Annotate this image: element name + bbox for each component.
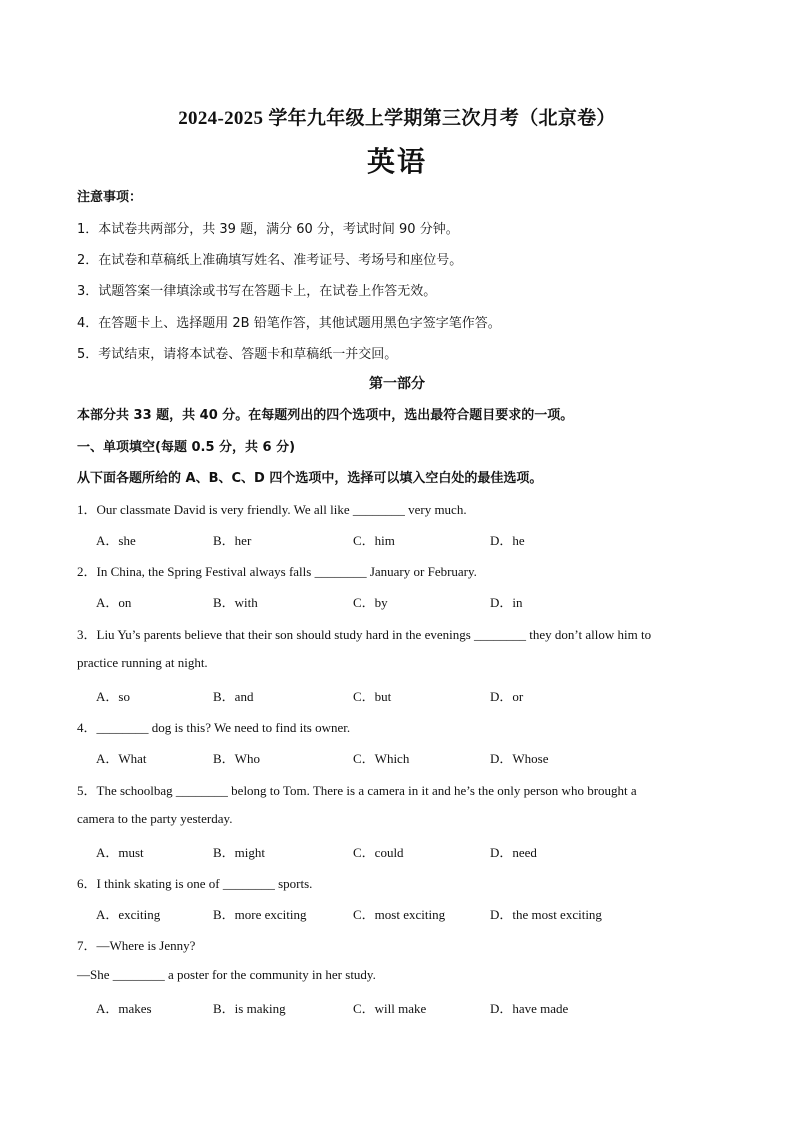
question-stem: 2．In China, the Spring Festival always falls ________ January or February. [77,564,477,579]
option-b[interactable]: B．more exciting [213,907,307,922]
option-b[interactable]: B．might [213,845,266,860]
option-c[interactable]: C．could [353,845,404,860]
option-a[interactable]: A．on [96,595,132,610]
question-stem-continued: camera to the party yesterday. [77,811,233,826]
option-c[interactable]: C．but [353,689,392,704]
option-a[interactable]: A．must [96,845,144,860]
notice-item: 2．在试卷和草稿纸上准确填写姓名、准考证号、考场号和座位号。 [77,253,463,268]
option-d[interactable]: D．have made [490,1001,569,1016]
section-instruction: 从下面各题所给的 A、B、C、D 四个选项中，选择可以填入空白处的最佳选项。 [77,471,543,486]
notice-item: 4．在答题卡上、选择题用 2B 铅笔作答，其他试题用黑色字签字笔作答。 [77,316,501,331]
option-d[interactable]: D．the most exciting [490,907,602,922]
section-title: 一、单项填空(每题 0.5 分，共 6 分) [77,440,296,455]
option-b[interactable]: B．is making [213,1001,286,1016]
option-d[interactable]: D．he [490,533,525,548]
option-a[interactable]: A．What [96,751,147,766]
part-intro: 本部分共 33 题，共 40 分。在每题列出的四个选项中，选出最符合题目要求的一项。 [77,408,574,423]
option-b[interactable]: B．with [213,595,258,610]
question-stem: 6．I think skating is one of ________ sports. [77,876,313,891]
option-d[interactable]: D．in [490,595,523,610]
option-c[interactable]: C．will make [353,1001,427,1016]
option-a[interactable]: A．makes [96,1001,152,1016]
notice-item: 1．本试卷共两部分，共 39 题，满分 60 分，考试时间 90 分钟。 [77,222,459,237]
option-c[interactable]: C．most exciting [353,907,446,922]
option-a[interactable]: A．exciting [96,907,161,922]
option-b[interactable]: B．and [213,689,254,704]
question-stem: 7．—Where is Jenny? [77,938,196,953]
notice-heading: 注意事项： [77,189,143,204]
question-stem: 3．Liu Yu’s parents believe that their son should study hard in the evenings ________ they don’t allow him to [77,627,652,642]
option-c[interactable]: C．by [353,595,388,610]
question-stem: 1．Our classmate David is very friendly. We all like ________ very much. [77,502,467,517]
question-stem: 5．The schoolbag ________ belong to Tom. There is a camera in it and he’s the only person who brought a [77,783,637,798]
part-title: 第一部分 [369,377,425,392]
option-c[interactable]: C．him [353,533,395,548]
option-c[interactable]: C．Which [353,751,410,766]
option-d[interactable]: D．need [490,845,537,860]
option-b[interactable]: B．her [213,533,252,548]
option-a[interactable]: A．so [96,689,130,704]
option-b[interactable]: B．Who [213,751,260,766]
notice-item: 5．考试结束，请将本试卷、答题卡和草稿纸一并交回。 [77,347,398,362]
option-d[interactable]: D．Whose [490,751,549,766]
question-stem-continued: practice running at night. [77,655,208,670]
question-stem: 4．________ dog is this? We need to find its owner. [77,720,351,735]
option-d[interactable]: D．or [490,689,524,704]
exam-title: 2024-2025 学年九年级上学期第三次月考（北京卷） [178,108,616,129]
notice-item: 3．试题答案一律填涂或书写在答题卡上，在试卷上作答无效。 [77,284,437,299]
question-stem-continued: —She ________ a poster for the community in her study. [77,967,376,982]
option-a[interactable]: A．she [96,533,136,548]
subject-title: 英语 [366,147,427,178]
